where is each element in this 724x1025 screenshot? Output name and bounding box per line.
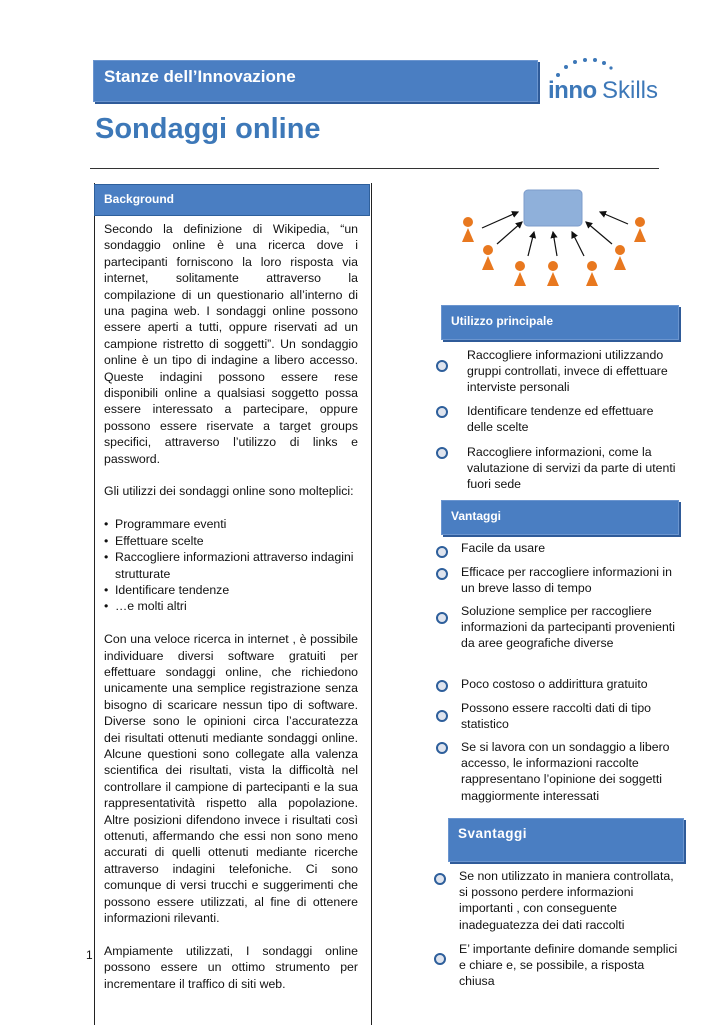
logo-dots-icon [548, 55, 663, 79]
list-item: Raccogliere informazioni, come la valutazione di servizi da parte di utenti fuori sede [467, 445, 676, 492]
section-banner [93, 60, 538, 102]
background-header [94, 184, 370, 216]
list-item: Identificare tendenze ed effettuare delle scelte [467, 404, 654, 435]
list-item: Possono essere raccolti dati di tipo statistico [461, 701, 652, 732]
list-item: E’ importante definire domande semplici e chiare e, se possibile, a risposta chiusa [459, 942, 678, 989]
bullet-icon: • [104, 599, 109, 614]
vantaggi-heading: Vantaggi [451, 509, 502, 523]
bullet-dot-icon [436, 710, 448, 722]
background-paragraph-3: Con una veloce ricerca in internet , è possibile individuare diversi software gratuiti per effettuare sondaggi online, che richiedono unicamente una semplice registrazione senza bisogno di scaricare nessun tipo di software. Diverse sono le opinioni circa l’accuratezza dei risultati ottenuti mediante sondaggi online. Alcune questioni sono collegate alla valenza scientifica dei risultati, vista la difficoltà nel controllare il campione di partecipanti e la sua rappresentatività rispetto alla popolazione. Altre posizioni difendono invece i risultati così ottenuti, affermando che essi non sono meno accurati di quelli ottenuti mediante ricerche attraverso indagini telefoniche. Ci sono comunque di versi trucchi e suggerimenti che possono essere utilizzati, al fine di ottenere informazioni rilevanti. [104, 632, 358, 926]
bullet-dot-icon [436, 360, 448, 372]
bullet-dot-icon [436, 742, 448, 754]
background-paragraph-4: Ampiamente utilizzati, I sondaggi online possono essere un ottimo strumento per incrementare il traffico di siti web. [104, 943, 358, 991]
bullet-icon: • [104, 517, 109, 532]
background-paragraph-1: Secondo la definizione di Wikipedia, “un sondaggio online è una ricerca dove i partecipanti forniscono la loro risposta via internet, solitamente attraverso la compilazione di un questionario all’interno di una pagina web. I sondaggi online possono essere aperti a tutti, oppure riservati ad un campione ristretto di soggetti”. Un sondaggio online è un tipo di indagine a libero accesso. Queste indagini possono essere rese disponibili online a qualsiasi soggetto possa essere interessato a partecipare, oppure possono essere riservate a target groups specifici, attraverso l’utilizzo di links e password. [104, 222, 358, 466]
list-item: Se non utilizzato in maniera controllata, si possono perdere informazioni importanti , con conseguente inadeguatezza dei dati raccolti [459, 869, 674, 932]
background-text [104, 221, 358, 1008]
bullet-dot-icon [436, 447, 448, 459]
page-title: Sondaggi online [95, 113, 321, 145]
utilizzo-heading: Utilizzo principale [451, 314, 554, 328]
list-item: Soluzione semplice per raccogliere informazioni da partecipanti provenienti da aree geografiche diverse [461, 604, 675, 651]
title-divider [90, 168, 659, 169]
bullet-icon: • [104, 550, 109, 565]
bullet-dot-icon [436, 612, 448, 624]
survey-box-icon [524, 190, 582, 226]
bullet-icon: • [104, 533, 109, 548]
list-item: Poco costoso o addirittura gratuito [461, 677, 648, 691]
uses-list [104, 516, 358, 614]
bullet-icon: • [104, 582, 109, 597]
list-item: Efficace per raccogliere informazioni in un breve lasso di tempo [461, 565, 672, 596]
survey-network-diagram [452, 186, 662, 286]
list-item: • Identificare tendenze [104, 582, 230, 597]
vantaggi-header [441, 500, 679, 535]
participants-icon [462, 217, 646, 286]
background-paragraph-2: Gli utilizzi dei sondaggi online sono molteplici: [104, 484, 354, 499]
list-item: Facile da usare [461, 541, 546, 555]
background-heading: Background [104, 192, 175, 206]
bullet-dot-icon [436, 680, 448, 692]
bullet-dot-icon [434, 953, 446, 965]
page-number: 1 [86, 948, 93, 962]
utilizzo-header [441, 305, 679, 340]
list-item: Raccogliere informazioni utilizzando gruppi controllati, invece di effettuare interviste personali [467, 348, 668, 395]
list-item: • …e molti altri [104, 599, 187, 614]
logo-inno-text: inno [548, 77, 597, 104]
list-item: • Effettuare scelte [104, 533, 204, 548]
innoskills-logo [548, 55, 663, 115]
bullet-dot-icon [436, 406, 448, 418]
list-item: • Programmare eventi [104, 517, 227, 532]
svantaggi-heading: Svantaggi [458, 826, 528, 841]
bullet-dot-icon [434, 873, 446, 885]
banner-title: Stanze dell’Innovazione [104, 67, 296, 86]
logo-skills-text: Skills [602, 77, 659, 104]
list-item: Se si lavora con un sondaggio a libero accesso, le informazioni raccolte rappresentano l’opinione dei soggetti maggiormente interessati [461, 740, 670, 803]
svantaggi-header [448, 818, 684, 862]
bullet-dot-icon [436, 568, 448, 580]
list-item: • Raccogliere informazioni attraverso indagini strutturate [104, 550, 354, 581]
bullet-dot-icon [436, 546, 448, 558]
